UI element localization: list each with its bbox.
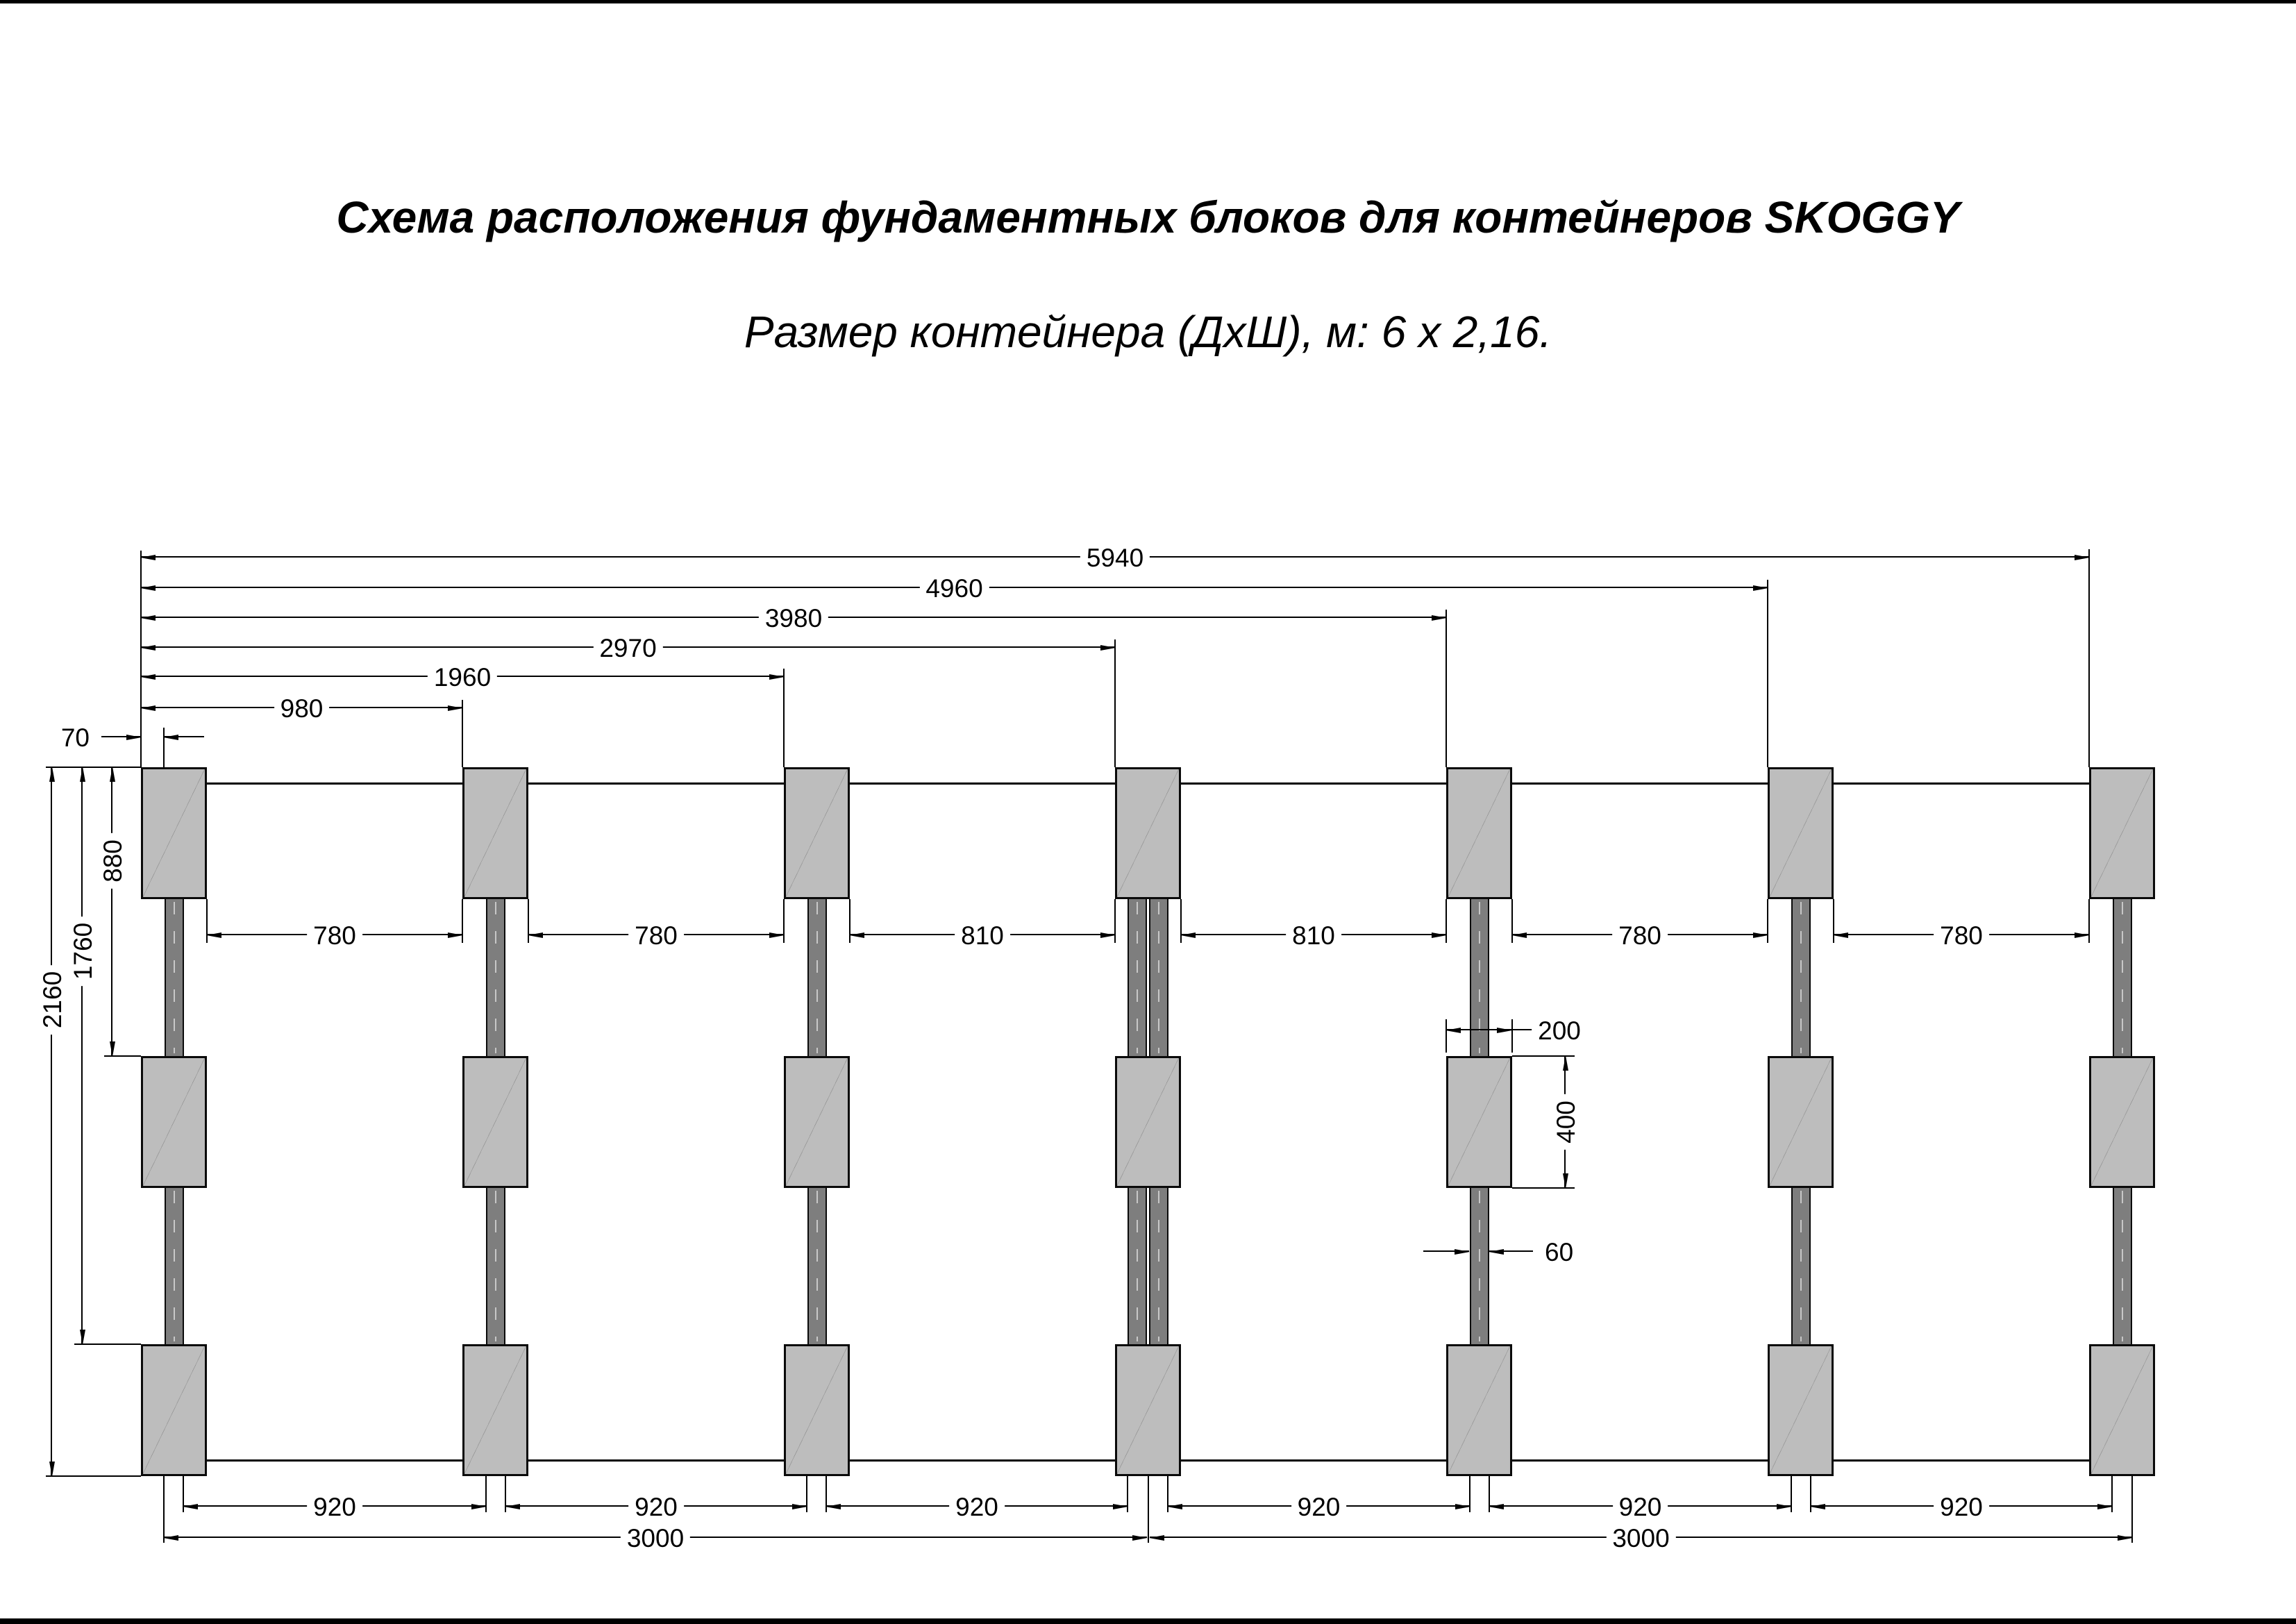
arrow-left-icon [1489,1504,1504,1509]
foundation-block [1768,767,1834,899]
support-bar [1470,1188,1489,1344]
page-subtitle: Размер контейнера (ДхШ), м: 6 х 2,16. [744,307,1552,357]
dim-top-5940 [141,544,2089,573]
dim-top-1960 [141,663,784,692]
arrow-left-icon [1511,932,1527,938]
arrow-up-icon [49,767,55,782]
dim-label: 200 [1532,1016,1587,1046]
dim-span-3000-2 [1150,1524,2132,1553]
dim-bottom-920-5 [1489,1493,1791,1522]
dim-label: 780 [628,921,684,951]
arrow-right-icon [448,932,463,938]
arrow-right-icon [1113,1504,1128,1509]
dim-block-height-400 [1552,1056,1581,1188]
dim-label: 810 [955,921,1010,951]
arrow-left-icon [505,1504,520,1509]
arrow-left-icon [1180,932,1196,938]
support-bar [486,899,505,1056]
foundation-block [784,1056,850,1188]
dim-label: 70 [55,723,96,753]
dim-label: 780 [307,921,362,951]
arrow-left-icon [140,585,156,591]
foundation-block [1115,1344,1181,1476]
arrow-left-icon [826,1504,841,1509]
dim-label: 400 [1551,1094,1582,1150]
arrow-left-icon [140,555,156,560]
foundation-block [1446,1344,1512,1476]
arrow-right-icon [1432,615,1447,621]
page-edge-bottom [0,1618,2296,1624]
arrow-right-icon [792,1504,807,1509]
support-bar [1470,899,1489,1056]
arrow-left-icon [163,735,178,740]
foundation-block [141,767,207,899]
arrow-left-icon [163,1535,178,1541]
arrow-down-icon [1563,1173,1568,1189]
support-bar [2113,1188,2132,1344]
support-bar [807,899,827,1056]
dim-offset-70-right-segment [164,736,204,737]
dim-label: 780 [1934,921,1989,951]
foundation-block [1768,1056,1834,1188]
foundation-block [462,1056,528,1188]
dim-gap-3 [850,921,1115,951]
arrow-right-icon [769,932,785,938]
extension-line [1148,1476,1149,1543]
arrow-right-icon [1455,1249,1470,1255]
foundation-block [141,1344,207,1476]
dim-gap-5 [1512,921,1768,951]
arrow-right-icon [2075,555,2090,560]
arrow-up-icon [80,767,85,782]
arrow-right-icon [1100,932,1116,938]
foundation-block [462,767,528,899]
foundation-block [462,1344,528,1476]
support-bar [1791,899,1811,1056]
dim-top-3980 [141,604,1446,633]
arrow-up-icon [1563,1055,1568,1071]
dim-label: 980 [274,694,330,724]
dim-left-880 [99,767,128,1056]
dim-offset-70-left-segment [60,723,141,753]
arrow-left-icon [140,705,156,711]
foundation-column [2089,767,2155,1476]
foundation-block [2089,1344,2155,1476]
dim-label: 3980 [759,603,828,634]
dim-label: 1760 [68,916,99,986]
extension-line [783,669,785,767]
dim-bar-width-60-left-segment [1423,1250,1469,1252]
arrow-right-icon [769,674,785,680]
dim-top-2970 [141,634,1115,663]
foundation-block [1768,1344,1834,1476]
foundation-block [141,1056,207,1188]
extension-line [1446,610,1447,767]
dim-label: 920 [307,1492,362,1523]
foundation-block [784,1344,850,1476]
dim-label: 920 [1291,1492,1347,1523]
extension-line [1114,639,1116,767]
dim-span-3000-1 [164,1524,1147,1553]
arrow-left-icon [140,645,156,651]
foundation-block [2089,1056,2155,1188]
dim-label: 3000 [621,1523,690,1554]
arrow-right-icon [2075,932,2090,938]
foundation-block [1446,767,1512,899]
foundation-block [2089,767,2155,899]
arrow-right-icon [471,1504,487,1509]
support-bar [165,1188,184,1344]
dim-gap-2 [528,921,784,951]
extension-line [2088,549,2090,767]
extension-line [46,767,141,768]
foundation-block [1446,1056,1512,1188]
arrow-left-icon [849,932,864,938]
arrow-left-icon [1833,932,1848,938]
support-bar [1128,899,1147,1056]
dim-label: 880 [98,833,128,889]
support-bar [1149,1188,1168,1344]
support-bar [1149,899,1168,1056]
arrow-left-icon [140,674,156,680]
extension-line [1767,580,1768,767]
page-edge-top [0,0,2296,3]
dim-label: 5940 [1080,543,1150,574]
dim-bottom-920-4 [1168,1493,1470,1522]
arrow-right-icon [1753,932,1768,938]
dim-left-1760 [69,767,98,1344]
foundation-column-center [1115,767,1181,1476]
arrow-down-icon [80,1330,85,1345]
dim-gap-1 [207,921,462,951]
page-title: Схема расположения фундаментных блоков для контейнеров SKOGGY [336,192,1960,242]
support-bar [165,899,184,1056]
arrow-left-icon [1167,1504,1182,1509]
extension-line [46,1475,141,1477]
foundation-block [1115,767,1181,899]
arrow-down-icon [110,1041,115,1057]
arrow-right-icon [1432,932,1447,938]
dim-label: 920 [628,1492,684,1523]
arrow-right-icon [1100,645,1116,651]
arrow-right-icon [1497,1028,1512,1033]
support-bar [2113,899,2132,1056]
dim-label: 1960 [428,662,497,693]
arrow-right-icon [1455,1504,1470,1509]
dim-top-980 [141,694,462,723]
dim-label: 4960 [919,574,989,604]
support-bar [807,1188,827,1344]
support-bar [1791,1188,1811,1344]
support-bar [486,1188,505,1344]
dim-label: 920 [1934,1492,1989,1523]
foundation-column [1446,767,1512,1476]
arrow-left-icon [528,932,543,938]
arrow-down-icon [49,1462,55,1477]
arrow-right-icon [126,735,142,740]
arrow-right-icon [1777,1504,1792,1509]
extension-line [2131,1476,2133,1543]
dim-left-2160 [38,767,67,1476]
arrow-left-icon [1489,1249,1504,1255]
dim-bottom-920-1 [183,1493,486,1522]
dim-label: 920 [1613,1492,1668,1523]
arrow-left-icon [183,1504,198,1509]
dim-bottom-920-2 [505,1493,807,1522]
dim-label: 60 [1539,1237,1579,1268]
dim-bottom-920-6 [1811,1493,2112,1522]
dim-label: 810 [1286,921,1341,951]
dim-block-width-200 [1446,1016,1581,1046]
dim-bottom-920-3 [826,1493,1128,1522]
foundation-column [462,767,528,1476]
extension-line [163,728,165,767]
arrow-right-icon [1753,585,1768,591]
extension-line [163,1476,165,1543]
arrow-right-icon [2118,1535,2133,1541]
arrow-right-icon [448,705,463,711]
dim-gap-6 [1834,921,2089,951]
foundation-block [1115,1056,1181,1188]
dim-top-4960 [141,574,1768,603]
arrow-left-icon [1446,1028,1461,1033]
support-bar [1128,1188,1147,1344]
dim-label: 780 [1612,921,1668,951]
dim-label: 2160 [37,965,68,1035]
dim-gap-4 [1181,921,1446,951]
arrow-left-icon [206,932,221,938]
arrow-up-icon [110,767,115,782]
foundation-column [1768,767,1834,1476]
arrow-left-icon [1149,1535,1164,1541]
dim-label: 3000 [1606,1523,1675,1554]
arrow-right-icon [2097,1504,2113,1509]
arrow-left-icon [140,615,156,621]
dim-label: 2970 [593,633,662,664]
dim-label: 920 [949,1492,1005,1523]
foundation-block [784,767,850,899]
foundation-column [141,767,207,1476]
dim-bar-width-60-right-segment [1489,1238,1574,1267]
arrow-left-icon [1810,1504,1825,1509]
arrow-right-icon [1132,1535,1148,1541]
foundation-column [784,767,850,1476]
